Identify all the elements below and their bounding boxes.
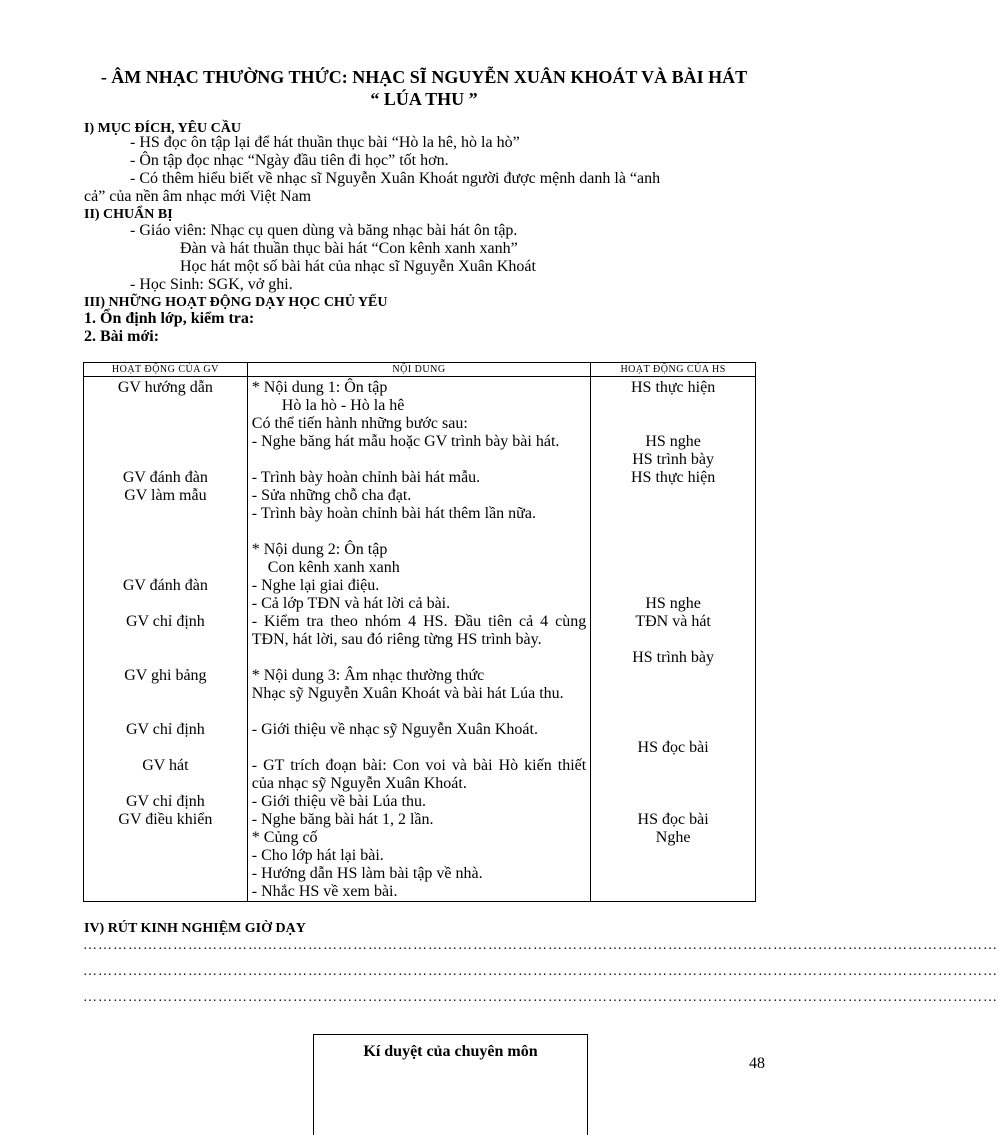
page-number: 48: [749, 1055, 765, 1072]
section-1-heading: I) MỤC ĐÍCH, YÊU CẦU: [84, 121, 241, 136]
teacher-activity: GV đánh đàn: [122, 577, 208, 594]
student-activity: HS thực hiện: [630, 379, 716, 396]
content-line: - Trình bày hoàn chỉnh bài hát mẫu.: [251, 469, 481, 486]
teacher-activity: GV hát: [142, 757, 189, 774]
student-activity: TĐN và hát: [635, 613, 711, 630]
content-line: - Nghe băng bài hát 1, 2 lần.: [251, 811, 434, 828]
section-2-line: - Học Sinh: SGK, vở ghi.: [130, 276, 293, 293]
content-line: - GT trích đoạn bài: Con voi và bài Hò kiến thiết của nhạc sỹ Nguyễn Xuân Khoát.: [251, 757, 587, 792]
content-line: - Giới thiệu về bài Lúa thu.: [251, 793, 426, 810]
table-header-row: [84, 363, 756, 377]
title-line-1: - ÂM NHẠC THƯỜNG THỨC: NHẠC SĨ NGUYỄN XUÂN KHOÁT VÀ BÀI HÁT: [100, 67, 748, 87]
student-activity-cell: [591, 377, 756, 902]
title-line-2: “ LÚA THU ”: [370, 89, 478, 109]
section-2-line: Đàn và hát thuần thục bài hát “Con kênh xanh xanh”: [180, 240, 518, 257]
content-line: * Nội dung 2: Ôn tập: [251, 541, 388, 558]
student-activity: HS thực hiện: [630, 469, 716, 486]
notes-dotted-line[interactable]: …………………………………………………………………………………………………………………………………………………………………: [83, 964, 998, 979]
teacher-activity: GV chỉ định: [125, 721, 205, 738]
content-line: - Cho lớp hát lại bài.: [251, 847, 384, 864]
table-row: [84, 377, 756, 902]
activities-table: [83, 362, 756, 902]
content-line: - Nghe lại giai điệu.: [251, 577, 380, 594]
content-line: Có thể tiến hành những bước sau:: [251, 415, 468, 432]
student-activity: HS trình bày: [632, 649, 714, 666]
teacher-activity-cell: [84, 377, 248, 902]
section-1-line: - Ôn tập đọc nhạc “Ngày đầu tiên đi học” tốt hơn.: [130, 152, 449, 169]
teacher-activity: GV điều khiển: [118, 811, 213, 828]
teacher-activity: GV chỉ định: [125, 793, 205, 810]
approval-box: [313, 1034, 588, 1135]
content-line: * Củng cố: [251, 829, 318, 846]
section-2-heading: II) CHUẨN BỊ: [84, 207, 173, 222]
content-line: - Sửa những chỗ cha đạt.: [251, 487, 412, 504]
header-student-activity: HOẠT ĐỘNG CỦA HS: [591, 363, 756, 377]
content-line: - Giới thiệu về nhạc sỹ Nguyễn Xuân Khoát.: [251, 721, 538, 738]
content-line: - Cả lớp TĐN và hát lời cả bài.: [251, 595, 451, 612]
content-line: - Nhắc HS về xem bài.: [251, 883, 398, 900]
header-content: NỘI DUNG: [247, 363, 590, 377]
section-1-line: - HS đọc ôn tập lại để hát thuần thục bài “Hò la hê, hò la hò”: [130, 134, 520, 151]
content-line: - Trình bày hoàn chỉnh bài hát thêm lần nữa.: [251, 505, 536, 522]
teacher-activity: GV hướng dẫn: [117, 379, 213, 396]
section-1-line: cả” của nền âm nhạc mới Việt Nam: [84, 188, 312, 205]
notes-dotted-line[interactable]: …………………………………………………………………………………………………………………………………………………………………: [83, 938, 998, 953]
teacher-activity: GV chỉ định: [125, 613, 205, 630]
step-2-heading: 2. Bài mới:: [84, 328, 160, 345]
teacher-activity: GV làm mẫu: [124, 487, 207, 504]
content-line: * Nội dung 3: Âm nhạc thường thức Nhạc sỹ Nguyễn Xuân Khoát và bài hát Lúa thu.: [251, 667, 564, 702]
content-line: - Nghe băng hát mẫu hoặc GV trình bày bài hát.: [251, 433, 560, 450]
teacher-activity: GV ghi bảng: [124, 667, 207, 684]
student-activity: HS nghe HS trình bày: [632, 433, 714, 468]
content-line: - Hướng dẫn HS làm bài tập về nhà.: [251, 865, 483, 882]
header-teacher-activity: HOẠT ĐỘNG CỦA GV: [84, 363, 248, 377]
section-2-line: - Giáo viên: Nhạc cụ quen dùng và băng nhạc bài hát ôn tập.: [130, 222, 518, 239]
content-line: - Kiểm tra theo nhóm 4 HS. Đầu tiên cả 4 cùng TĐN, hát lời, sau đó riêng từng HS trình bày.: [251, 613, 587, 648]
step-1-heading: 1. Ổn định lớp, kiểm tra:: [84, 310, 255, 327]
notes-dotted-line[interactable]: …………………………………………………………………………………………………………………………………………………………………: [83, 990, 998, 1005]
lesson-title: [80, 66, 768, 110]
content-line: * Nội dung 1: Ôn tập: [251, 379, 388, 396]
section-3-heading: III) NHỮNG HOẠT ĐỘNG DẠY HỌC CHỦ YẾU: [84, 295, 388, 310]
student-activity: HS nghe: [645, 595, 701, 612]
section-1-line: - Có thêm hiểu biết về nhạc sĩ Nguyễn Xuân Khoát người được mệnh danh là “anh: [130, 170, 661, 187]
student-activity: Nghe: [655, 829, 691, 846]
section-4-heading: IV) RÚT KINH NGHIỆM GIỜ DẠY: [84, 921, 306, 936]
approval-title: Kí duyệt của chuyên môn: [363, 1043, 538, 1060]
content-cell: [247, 377, 590, 902]
section-2-line: Học hát một số bài hát của nhạc sĩ Nguyễn Xuân Khoát: [180, 258, 536, 275]
content-line: Hò la hò - Hò la hê: [281, 397, 405, 414]
content-line: Con kênh xanh xanh: [267, 559, 400, 576]
student-activity: HS đọc bài: [637, 739, 709, 756]
student-activity: HS đọc bài: [637, 811, 709, 828]
teacher-activity: GV đánh đàn: [122, 469, 208, 486]
